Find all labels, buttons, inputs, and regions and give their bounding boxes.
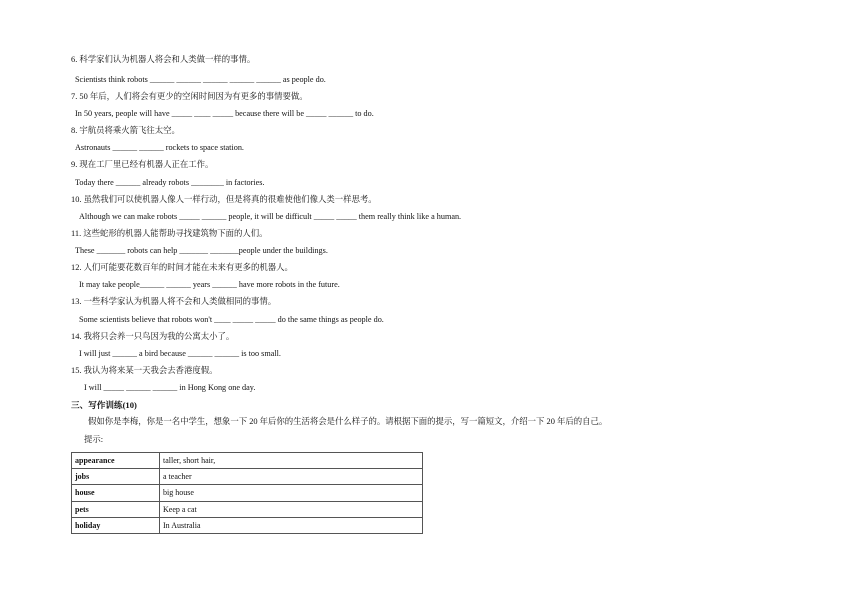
question-zh: 15. 我认为将来某一天我会去香港度假。: [71, 366, 218, 375]
table-row: [72, 469, 423, 485]
question-en: Astronauts ______ ______ rockets to space station.: [75, 143, 244, 152]
question-zh: 9. 现在工厂里已经有机器人正在工作。: [71, 160, 214, 169]
question-en: Scientists think robots ______ ______ ______ ______ ______ as people do.: [75, 75, 326, 84]
table-row: [72, 501, 423, 517]
question-zh: 7. 50 年后，人们将会有更少的空闲时间因为有更多的事情要做。: [71, 92, 308, 101]
question-en: These _______ robots can help _______ _______people under the buildings.: [75, 246, 328, 255]
table-key: pets: [72, 501, 160, 517]
table-value: big house: [160, 485, 423, 501]
table-key: appearance: [72, 453, 160, 469]
question-en: In 50 years, people will have _____ ____ _____ because there will be _____ ______ to do.: [75, 109, 374, 118]
table-value: Keep a cat: [160, 501, 423, 517]
table-row: [72, 517, 423, 533]
table-key: house: [72, 485, 160, 501]
writing-intro: 假如你是李梅，你是一名中学生，想象一下 20 年后你的生活将会是什么样子的。请根据下面的提示，写一篇短文，介绍一下 20 年后的自己。: [88, 417, 608, 426]
question-en: Today there ______ already robots ________ in factories.: [75, 178, 265, 187]
question-zh: 14. 我将只会养一只鸟因为我的公寓太小了。: [71, 332, 235, 341]
table-value: a teacher: [160, 469, 423, 485]
question-en: Although we can make robots _____ ______ people, it will be difficult _____ _____ them really think like a human.: [79, 212, 462, 221]
question-zh: 13. 一些科学家认为机器人将不会和人类做相同的事情。: [71, 297, 277, 306]
table-row: [72, 485, 423, 501]
question-zh: 10. 虽然我们可以使机器人像人一样行动，但是将真的很难使他们像人类一样思考。: [71, 195, 377, 204]
question-zh: 6. 科学家们认为机器人将会和人类做一样的事情。: [71, 55, 256, 64]
question-zh: 12. 人们可能要花数百年的时间才能在未来有更多的机器人。: [71, 263, 293, 272]
table-key: holiday: [72, 517, 160, 533]
table-value: In Australia: [160, 517, 423, 533]
question-zh: 8. 宇航员将乘火箭飞往太空。: [71, 126, 180, 135]
question-en: It may take people______ ______ years ______ have more robots in the future.: [79, 280, 340, 289]
table-row: [72, 453, 423, 469]
hint-table: [71, 452, 423, 534]
table-key: jobs: [72, 469, 160, 485]
hint-label: 提示:: [84, 435, 104, 444]
question-en: I will _____ ______ ______ in Hong Kong one day.: [84, 383, 256, 392]
section-title: 三、写作训练(10): [71, 400, 137, 410]
question-en: I will just ______ a bird because ______ ______ is too small.: [79, 349, 281, 358]
question-zh: 11. 这些蛇形的机器人能帮助寻找建筑物下面的人们。: [71, 229, 268, 238]
table-value: taller, short hair,: [160, 453, 423, 469]
question-en: Some scientists believe that robots won't ____ _____ _____ do the same things as people do.: [79, 315, 384, 324]
